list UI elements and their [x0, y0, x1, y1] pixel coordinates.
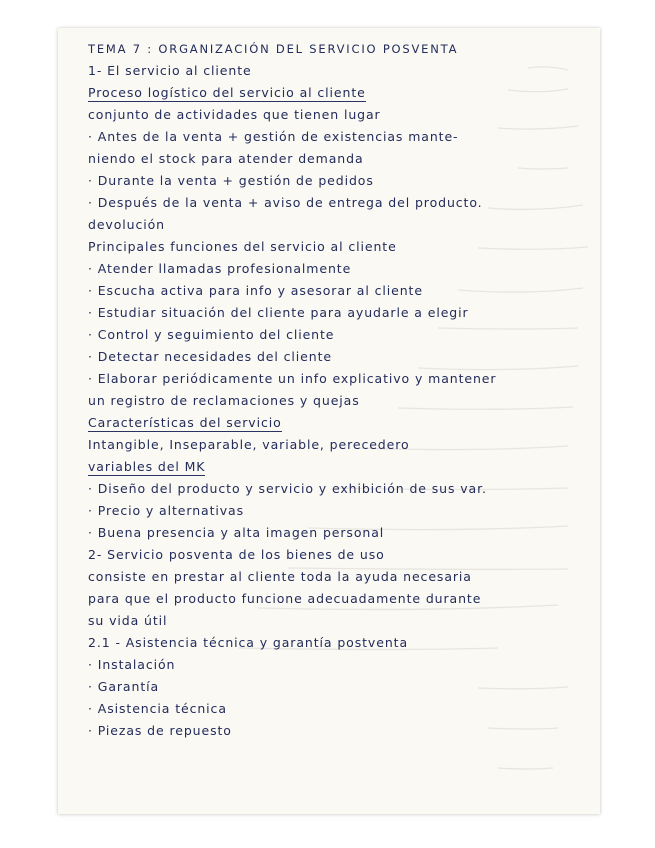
note-bullet: · Buena presencia y alta imagen personal	[88, 525, 385, 540]
note-bullet: · Estudiar situación del cliente para ayudarle a elegir	[88, 305, 469, 320]
note-bullet: · Escucha activa para info y asesorar al cliente	[88, 283, 423, 298]
note-line: conjunto de actividades que tienen lugar	[88, 107, 381, 122]
note-title: TEMA 7 : ORGANIZACIÓN DEL SERVICIO POSVENTA	[88, 42, 459, 56]
note-underlined-text: Características del servicio	[88, 415, 282, 430]
note-bullet: · Antes de la venta + gestión de existencias mante-	[88, 129, 459, 144]
note-section-heading: 2.1 - Asistencia técnica y garantía postventa	[88, 635, 409, 650]
note-bullet: · Piezas de repuesto	[88, 723, 232, 738]
note-subheading	[88, 84, 592, 102]
note-bullet: · Control y seguimiento del cliente	[88, 327, 335, 342]
note-subheading	[88, 458, 592, 476]
note-bullet: · Después de la venta + aviso de entrega del producto.	[88, 195, 483, 210]
note-subheading	[88, 414, 592, 432]
note-bullet: · Garantía	[88, 679, 160, 694]
note-line: su vida útil	[88, 613, 168, 628]
note-bullet: · Durante la venta + gestión de pedidos	[88, 173, 374, 188]
note-bullet: · Diseño del producto y servicio y exhibición de sus var.	[88, 481, 487, 496]
note-line: niendo el stock para atender demanda	[88, 151, 364, 166]
note-line: consiste en prestar al cliente toda la ayuda necesaria	[88, 569, 472, 584]
note-bullet: · Instalación	[88, 657, 176, 672]
note-line: devolución	[88, 217, 165, 232]
notebook-page	[58, 28, 600, 814]
note-section-heading: 1- El servicio al cliente	[88, 63, 252, 78]
note-underlined-text: variables del MK	[88, 459, 206, 474]
note-line: para que el producto funcione adecuadamente durante	[88, 591, 482, 606]
note-bullet: · Atender llamadas profesionalmente	[88, 261, 352, 276]
note-bullet: · Asistencia técnica	[88, 701, 227, 716]
note-bullet: · Elaborar periódicamente un info explicativo y mantener	[88, 371, 497, 386]
note-line: un registro de reclamaciones y quejas	[88, 393, 360, 408]
note-bullet: · Precio y alternativas	[88, 503, 245, 518]
note-bullet: · Detectar necesidades del cliente	[88, 349, 332, 364]
note-underlined-text: Proceso logístico del servicio al cliente	[88, 85, 366, 100]
note-section-heading: 2- Servicio posventa de los bienes de uso	[88, 547, 385, 562]
note-line: Intangible, Inseparable, variable, perecedero	[88, 437, 410, 452]
note-line: Principales funciones del servicio al cliente	[88, 239, 397, 254]
